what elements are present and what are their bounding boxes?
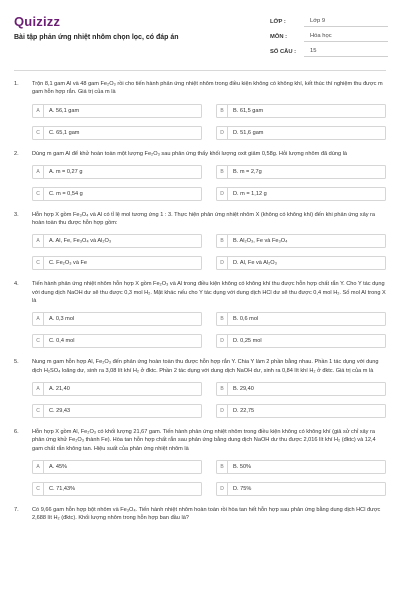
question-text: Có 9,66 gam hỗn hợp bột nhôm và Fe₃O₄. Tiến hành nhiệt nhôm hoàn toàn rồi hòa tan hết hỗn hợp sau phản ứng bằng dung dịch HCl được 2,688 lít H₂ (đktc). Khối lượng nhôm trong hỗn hợp ban đầu là? xyxy=(32,506,381,522)
meta-label: SỐ CÂU : xyxy=(270,48,297,55)
option-letter: C xyxy=(33,483,44,495)
answer-option[interactable] xyxy=(32,126,202,140)
option-text: B. Al₂O₃, Fe và Fe₃O₄ xyxy=(233,238,288,245)
question-number: 4. xyxy=(14,281,19,288)
option-text: B. m = 2,7g xyxy=(233,168,262,175)
meta-row-subject xyxy=(270,29,388,44)
option-text: C. 29,43 xyxy=(49,407,71,414)
question-number: 3. xyxy=(14,211,19,218)
option-letter: B xyxy=(217,383,228,395)
option-letter: D xyxy=(217,188,228,200)
answer-options xyxy=(32,312,386,348)
answer-option[interactable] xyxy=(32,460,202,474)
option-letter: D xyxy=(217,257,228,269)
option-letter: B xyxy=(217,166,228,178)
option-text: B. 61,5 gam xyxy=(233,107,264,114)
option-text: D. 75% xyxy=(233,485,252,492)
answer-option[interactable] xyxy=(216,126,386,140)
option-text: B. 29,40 xyxy=(233,385,254,392)
question-item xyxy=(14,211,386,271)
question-number: 6. xyxy=(14,428,19,435)
option-letter: C xyxy=(33,188,44,200)
answer-options xyxy=(32,460,386,496)
option-text: D. 0,25 mol xyxy=(233,338,262,345)
meta-label: MÔN : xyxy=(270,33,288,40)
option-text: B. 0,6 mol xyxy=(233,316,259,323)
option-text: D. m = 1,12 g xyxy=(233,190,267,197)
answer-option[interactable] xyxy=(32,104,202,118)
question-number: 2. xyxy=(14,150,19,157)
meta-row-class xyxy=(270,14,388,29)
page-title: Bài tập phản ứng nhiệt nhôm chọn lọc, có đáp án xyxy=(14,34,179,41)
option-text: A. 21,40 xyxy=(49,385,70,392)
header-divider xyxy=(14,70,386,71)
option-letter: A xyxy=(33,313,44,325)
answer-option[interactable] xyxy=(32,334,202,348)
option-letter: A xyxy=(33,461,44,473)
question-text: Tiến hành phản ứng nhiệt nhôm hỗn hợp X gồm Fe₂O₃ và Al trong điều kiện không có không khí thu được hỗn hợp chất rắn Y. Cho Y tác dụng với dung dịch NaOH dư sẽ thu được 0,3 mol H₂. Mặt khác nếu cho Y tác dụng với dung dịch HCl dư sẽ thu được 0,4 mol H₂. Số mol Al trong X là xyxy=(32,281,386,305)
question-item xyxy=(14,428,386,496)
answer-options xyxy=(32,234,386,270)
meta-value: Hóa học xyxy=(304,32,388,42)
question-number: 5. xyxy=(14,359,19,366)
answer-option[interactable] xyxy=(32,256,202,270)
question-text: Nung m gam hỗn hợp Al, Fe₂O₃ đến phản ứng hoàn toàn thu được hỗn hợp rắn Y. Chia Y làm 2 phần bằng nhau. Phần 1 tác dụng với dung dịch H₂SO₄ loãng dư, sinh ra 3,08 lít khí H₂ ở đktc. Phần 2 tác dụng với dung dịch NaOH dư, sinh ra 0,84 lít khí H₂ ở đktc. Giá trị của m là xyxy=(32,359,379,374)
question-item xyxy=(14,506,386,523)
question-item xyxy=(14,150,386,201)
question-text: Trộn 8,1 gam Al và 48 gam Fe₂O₃ rồi cho tiến hành phản ứng nhiệt nhôm trong điều kiện không có không khí, kết thúc thí nghiệm thu được m gam hỗn hợp rắn. Giá trị của m là xyxy=(32,81,383,96)
question-number: 7. xyxy=(14,506,19,513)
option-text: C. Fe₂O₃ và Fe xyxy=(49,260,88,267)
option-letter: B xyxy=(217,461,228,473)
option-letter: B xyxy=(217,235,228,247)
answer-option[interactable] xyxy=(32,404,202,418)
answer-option[interactable] xyxy=(216,334,386,348)
option-text: A. Al, Fe, Fe₃O₄ và Al₂O₃ xyxy=(49,238,112,245)
meta-row-count xyxy=(270,44,388,59)
answer-option[interactable] xyxy=(216,404,386,418)
answer-option[interactable] xyxy=(216,382,386,396)
quizizz-logo[interactable]: Quizizz xyxy=(14,14,61,29)
answer-option[interactable] xyxy=(32,382,202,396)
answer-option[interactable] xyxy=(32,234,202,248)
question-item xyxy=(14,358,386,418)
question-list xyxy=(14,80,386,532)
meta-value: 15 xyxy=(304,47,388,57)
option-letter: B xyxy=(217,105,228,117)
answer-option[interactable] xyxy=(216,165,386,179)
answer-options xyxy=(32,382,386,418)
option-text: D. 22,75 xyxy=(233,407,255,414)
option-text: D. 51,6 gam xyxy=(233,129,264,136)
option-letter: A xyxy=(33,105,44,117)
question-text: Hỗn hợp X gồm Fe₃O₄ và Al có tỉ lệ mol tương ứng 1 : 3. Thực hiện phản ứng nhiệt nhôm X (không có không khí) đến khi phản ứng xảy ra hoàn toàn thu được hỗn hợp gồm: xyxy=(32,211,376,227)
option-letter: D xyxy=(217,127,228,139)
option-letter: A xyxy=(33,383,44,395)
meta-label: LỚP : xyxy=(270,18,286,25)
question-text: Hỗn hợp X gồm Al, Fe₂O₃ có khối lượng 21,67 gam. Tiến hành phản ứng nhiệt nhôm trong điều kiện không có không khí (giả sử chỉ xảy ra phản ứng khử Fe₂O₃ thành Fe). Hòa tan hỗn hợp chất rắn sau phản ứng bằng dung dịch NaOH dư thu được 2,016 lít khí H₂ (đktc) và 12,4 gam chất rắn không tan. Hiệu suất của phản ứng nhiệt nhôm là xyxy=(32,428,376,452)
option-text: D. Al, Fe và Al₂O₃ xyxy=(233,260,277,267)
question-text: Dùng m gam Al để khử hoàn toàn một lượng Fe₂O₃ sau phản ứng thấy khối lượng oxit giảm 0,58g. Hỏi lượng nhôm đã dùng là xyxy=(32,150,347,157)
option-text: C. 71,43% xyxy=(49,485,76,492)
question-item xyxy=(14,80,386,140)
answer-option[interactable] xyxy=(32,165,202,179)
option-letter: C xyxy=(33,257,44,269)
answer-options xyxy=(32,165,386,201)
answer-options xyxy=(32,104,386,140)
option-text: A. 56,1 gam xyxy=(49,107,80,114)
option-letter: D xyxy=(217,483,228,495)
option-letter: C xyxy=(33,127,44,139)
question-number: 1. xyxy=(14,81,19,87)
option-letter: D xyxy=(217,405,228,417)
option-letter: A xyxy=(33,235,44,247)
option-text: C. 65,1 gam xyxy=(49,129,80,136)
answer-option[interactable] xyxy=(32,482,202,496)
answer-option[interactable] xyxy=(32,187,202,201)
option-text: C. m = 0,54 g xyxy=(49,190,83,197)
answer-option[interactable] xyxy=(32,312,202,326)
answer-option[interactable] xyxy=(216,312,386,326)
answer-option[interactable] xyxy=(216,460,386,474)
option-letter: C xyxy=(33,335,44,347)
option-text: A. 0,3 mol xyxy=(49,316,75,323)
answer-option[interactable] xyxy=(216,104,386,118)
answer-option[interactable] xyxy=(216,256,386,270)
answer-option[interactable] xyxy=(216,234,386,248)
option-letter: D xyxy=(217,335,228,347)
option-letter: A xyxy=(33,166,44,178)
option-text: C. 0,4 mol xyxy=(49,338,75,345)
answer-option[interactable] xyxy=(216,482,386,496)
meta-value: Lớp 9 xyxy=(304,17,388,27)
option-text: A. 45% xyxy=(49,463,68,470)
worksheet-meta xyxy=(270,14,388,59)
option-text: B. 50% xyxy=(233,463,252,470)
answer-option[interactable] xyxy=(216,187,386,201)
option-text: A. m = 0,27 g xyxy=(49,168,83,175)
option-letter: B xyxy=(217,313,228,325)
option-letter: C xyxy=(33,405,44,417)
question-item xyxy=(14,280,386,348)
